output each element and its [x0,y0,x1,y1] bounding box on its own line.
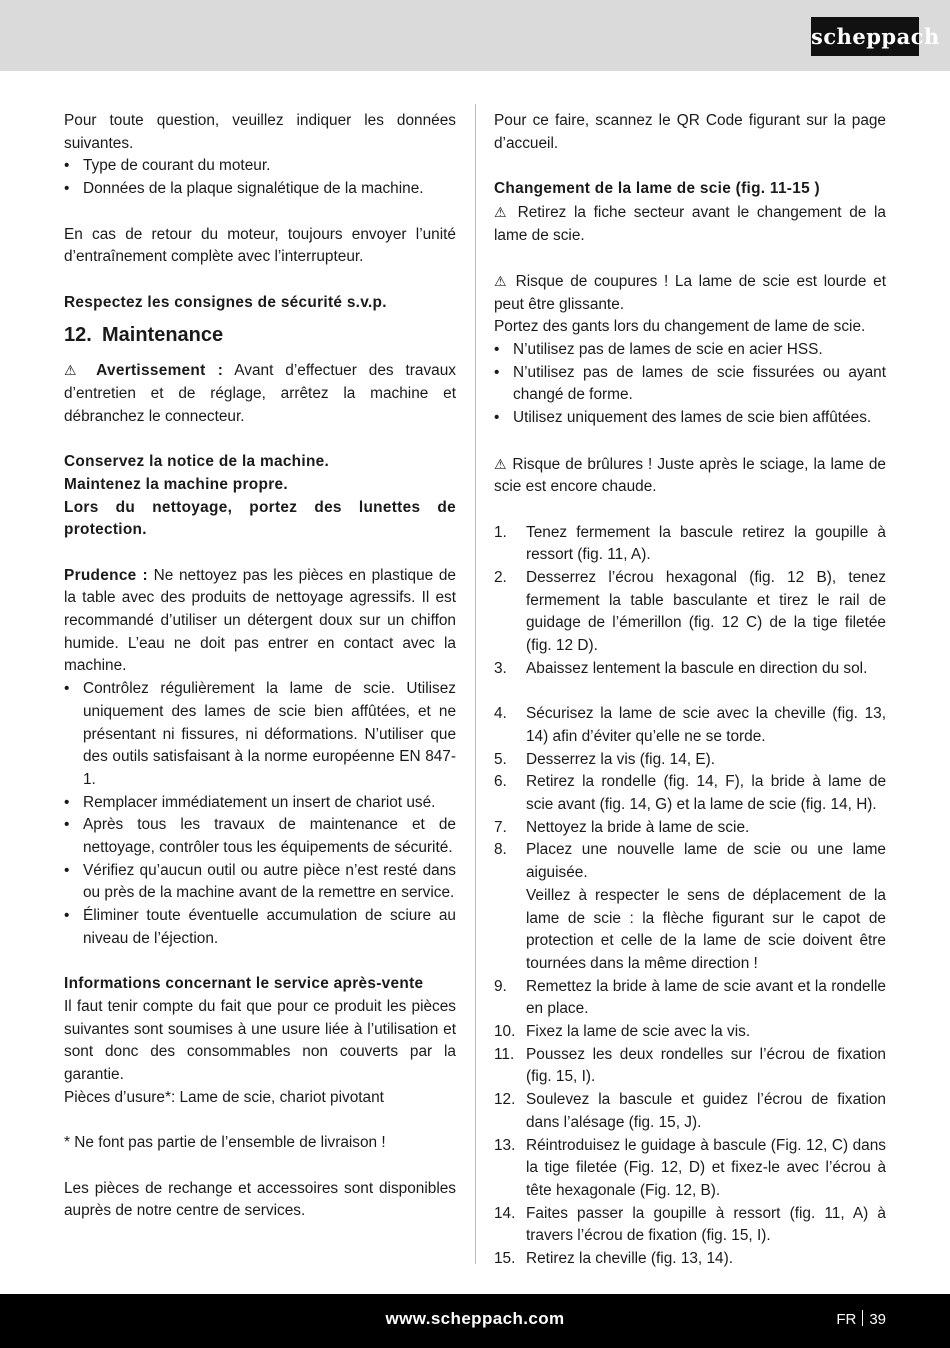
steps-list-c [494,976,886,1271]
steps-list-b [494,703,886,885]
step-item: 7. Nettoyez la bride à lame de scie. [494,818,750,836]
step-item: 9. Remettez la bride à lame de scie avant et la rondelle en place. [494,977,886,1018]
list-item: • Éliminer toute éventuelle accumulation de sciure au niveau de l’éjection. [64,905,456,950]
language-code: FR [836,1311,857,1328]
caution-text: Ne nettoyez pas les pièces en plastique de la table avec des produits de nettoyage agressifs. Il est recommandé d’utiliser un détergent doux sur un chiffon humide. L’eau ne doit pas entrer en contact avec la machine. [64,566,456,675]
list-item: • Données de la plaque signalétique de la machine. [64,178,456,201]
right-column [494,110,886,1271]
step-item: 12. Soulevez la bascule et guidez l’écrou de fixation dans l’alésage (fig. 15, J). [494,1091,886,1131]
bold-instruction: Lors du nettoyage, portez des lunettes de protection. [64,498,456,539]
warning-label: Avertissement : [96,362,224,380]
step-item: 10. Fixez la lame de scie avec la vis. [494,1023,751,1041]
step-item: 2. Desserrez l’écrou hexagonal (fig. 12 B), tenez fermement la table basculante et tirez le rail de guidage de l’émerillon (fig. 12 C) de la tige filetée (fig. 12 D). [494,569,886,655]
left-column [64,110,456,1223]
bold-instruction: Conservez la notice de la machine. [64,453,330,471]
steps-list-a [494,522,886,681]
qr-text: Pour ce faire, scannez le QR Code figurant sur la page d’accueil. [494,112,886,152]
wear-parts: Pièces d’usure*: Lame de scie, chariot pivotant [64,1088,384,1106]
step-item: 13. Réintroduisez le guidage à bascule (Fig. 12, C) dans la tige filetée (Fig. 12, D) et fixez-le avec l’écrou à tête hexagonale (Fig. 12, B). [494,1136,886,1199]
step8-note: Veillez à respecter le sens de déplacement de la lame de scie : la flèche figurant sur le capot de protection et celle de la lame de scie doivent être tournées dans la même direction ! [526,886,886,972]
scheppach-logo: scheppach [811,17,919,56]
gloves-note: Portez des gants lors du changement de lame de scie. [494,318,866,336]
list-item: • N’utilisez pas de lames de scie fissurées ou ayant changé de forme. [494,362,886,407]
step-item: 14. Faites passer la goupille à ressort (fig. 11, A) à travers l’écrou de fixation (fig. 15, I). [494,1204,886,1245]
website-link[interactable]: www.scheppach.com [385,1309,565,1328]
service-heading: Informations concernant le service après-vente [64,975,424,993]
warning-text: Avant d’effectuer des travaux d’entretien et de réglage, arrêtez la machine et débranchez le connecteur. [64,362,456,425]
return-note: En cas de retour du moteur, toujours envoyer l’unité d’entraînement complète avec l’interrupteur. [64,225,456,266]
section-heading [64,314,456,359]
bold-instruction: Maintenez la machine propre. [64,475,288,493]
column-divider [475,104,476,1264]
step-item: 4. Sécurisez la lame de scie avec la cheville (fig. 13, 14) afin d’éviter qu’elle ne se torde. [494,705,886,745]
blade-change-heading: Changement de la lame de scie (fig. 11-15 ) [494,180,820,198]
unplug-warning: ⚠ Retirez la fiche secteur avant le changement de la lame de scie. [494,203,886,244]
step-item: 8. Placez une nouvelle lame de scie ou une lame aiguisée. [494,841,886,882]
page-number: 39 [869,1311,886,1328]
maintenance-bullet-list [64,678,456,950]
safety-note: Respectez les consignes de sécurité s.v.p. [64,293,387,311]
burn-warning: ⚠ Risque de brûlures ! Juste après le sciage, la lame de scie est encore chaude. [494,455,886,496]
header-bar [0,0,950,71]
caution-paragraph [64,565,456,679]
blade-bullet-list [494,339,886,430]
footer-bar [0,1294,950,1348]
list-item: • Type de courant du moteur. [64,155,456,178]
page-indicator [836,1310,886,1328]
step-item: 11. Poussez les deux rondelles sur l’écrou de fixation (fig. 15, I). [494,1045,886,1086]
list-item: • Contrôlez régulièrement la lame de scie. Utilisez uniquement des lames de scie bien affûtées, et ne présentant ni fissures, ni déformations. N’utiliser que des outils satisfaisant à la norme européenne EN 847-1. [64,678,456,792]
spare-parts-text: Les pièces de rechange et accessoires sont disponibles auprès de notre centre de services. [64,1179,456,1220]
step-item: 3. Abaissez lentement la bascule en direction du sol. [494,659,868,677]
warning-paragraph [64,359,456,428]
warning-triangle-icon: ⚠ [494,203,510,220]
section-title: Maintenance [102,324,224,347]
step-item: 15. Retirez la cheville (fig. 13, 14). [494,1250,734,1268]
list-item: • Remplacer immédiatement un insert de chariot usé. [64,792,456,815]
intro-bullet-list [64,155,456,200]
list-item: • Vérifiez qu’aucun outil ou autre pièce n’est resté dans ou près de la machine avant de la remettre en service. [64,860,456,905]
service-text: Il faut tenir compte du fait que pour ce produit les pièces suivantes sont soumises à une usure liée à l’utilisation et sont donc des consommables non couverts par la garantie. [64,997,456,1084]
warning-triangle-icon: ⚠ [494,272,509,289]
warning-triangle-icon: ⚠ [64,362,85,379]
step-item: 1. Tenez fermement la bascule retirez la goupille à ressort (fig. 11, A). [494,523,886,564]
section-number: 12. [64,324,92,347]
list-item: • Après tous les travaux de maintenance et de nettoyage, contrôler tous les équipements de sécurité. [64,814,456,859]
list-item: • N’utilisez pas de lames de scie en acier HSS. [494,339,886,362]
footnote: * Ne font pas partie de l’ensemble de livraison ! [64,1134,386,1152]
intro-text: Pour toute question, veuillez indiquer les données suivantes. [64,112,456,152]
caution-label: Prudence : [64,566,148,584]
step-item: 5. Desserrez la vis (fig. 14, E). [494,750,716,768]
cut-warning: ⚠ Risque de coupures ! La lame de scie est lourde et peut être glissante. [494,272,886,313]
list-item: • Utilisez uniquement des lames de scie bien affûtées. [494,407,886,430]
warning-triangle-icon: ⚠ [494,455,508,472]
step-item: 6. Retirez la rondelle (fig. 14, F), la bride à lame de scie avant (fig. 14, G) et la lame de scie (fig. 14, H). [494,773,886,814]
